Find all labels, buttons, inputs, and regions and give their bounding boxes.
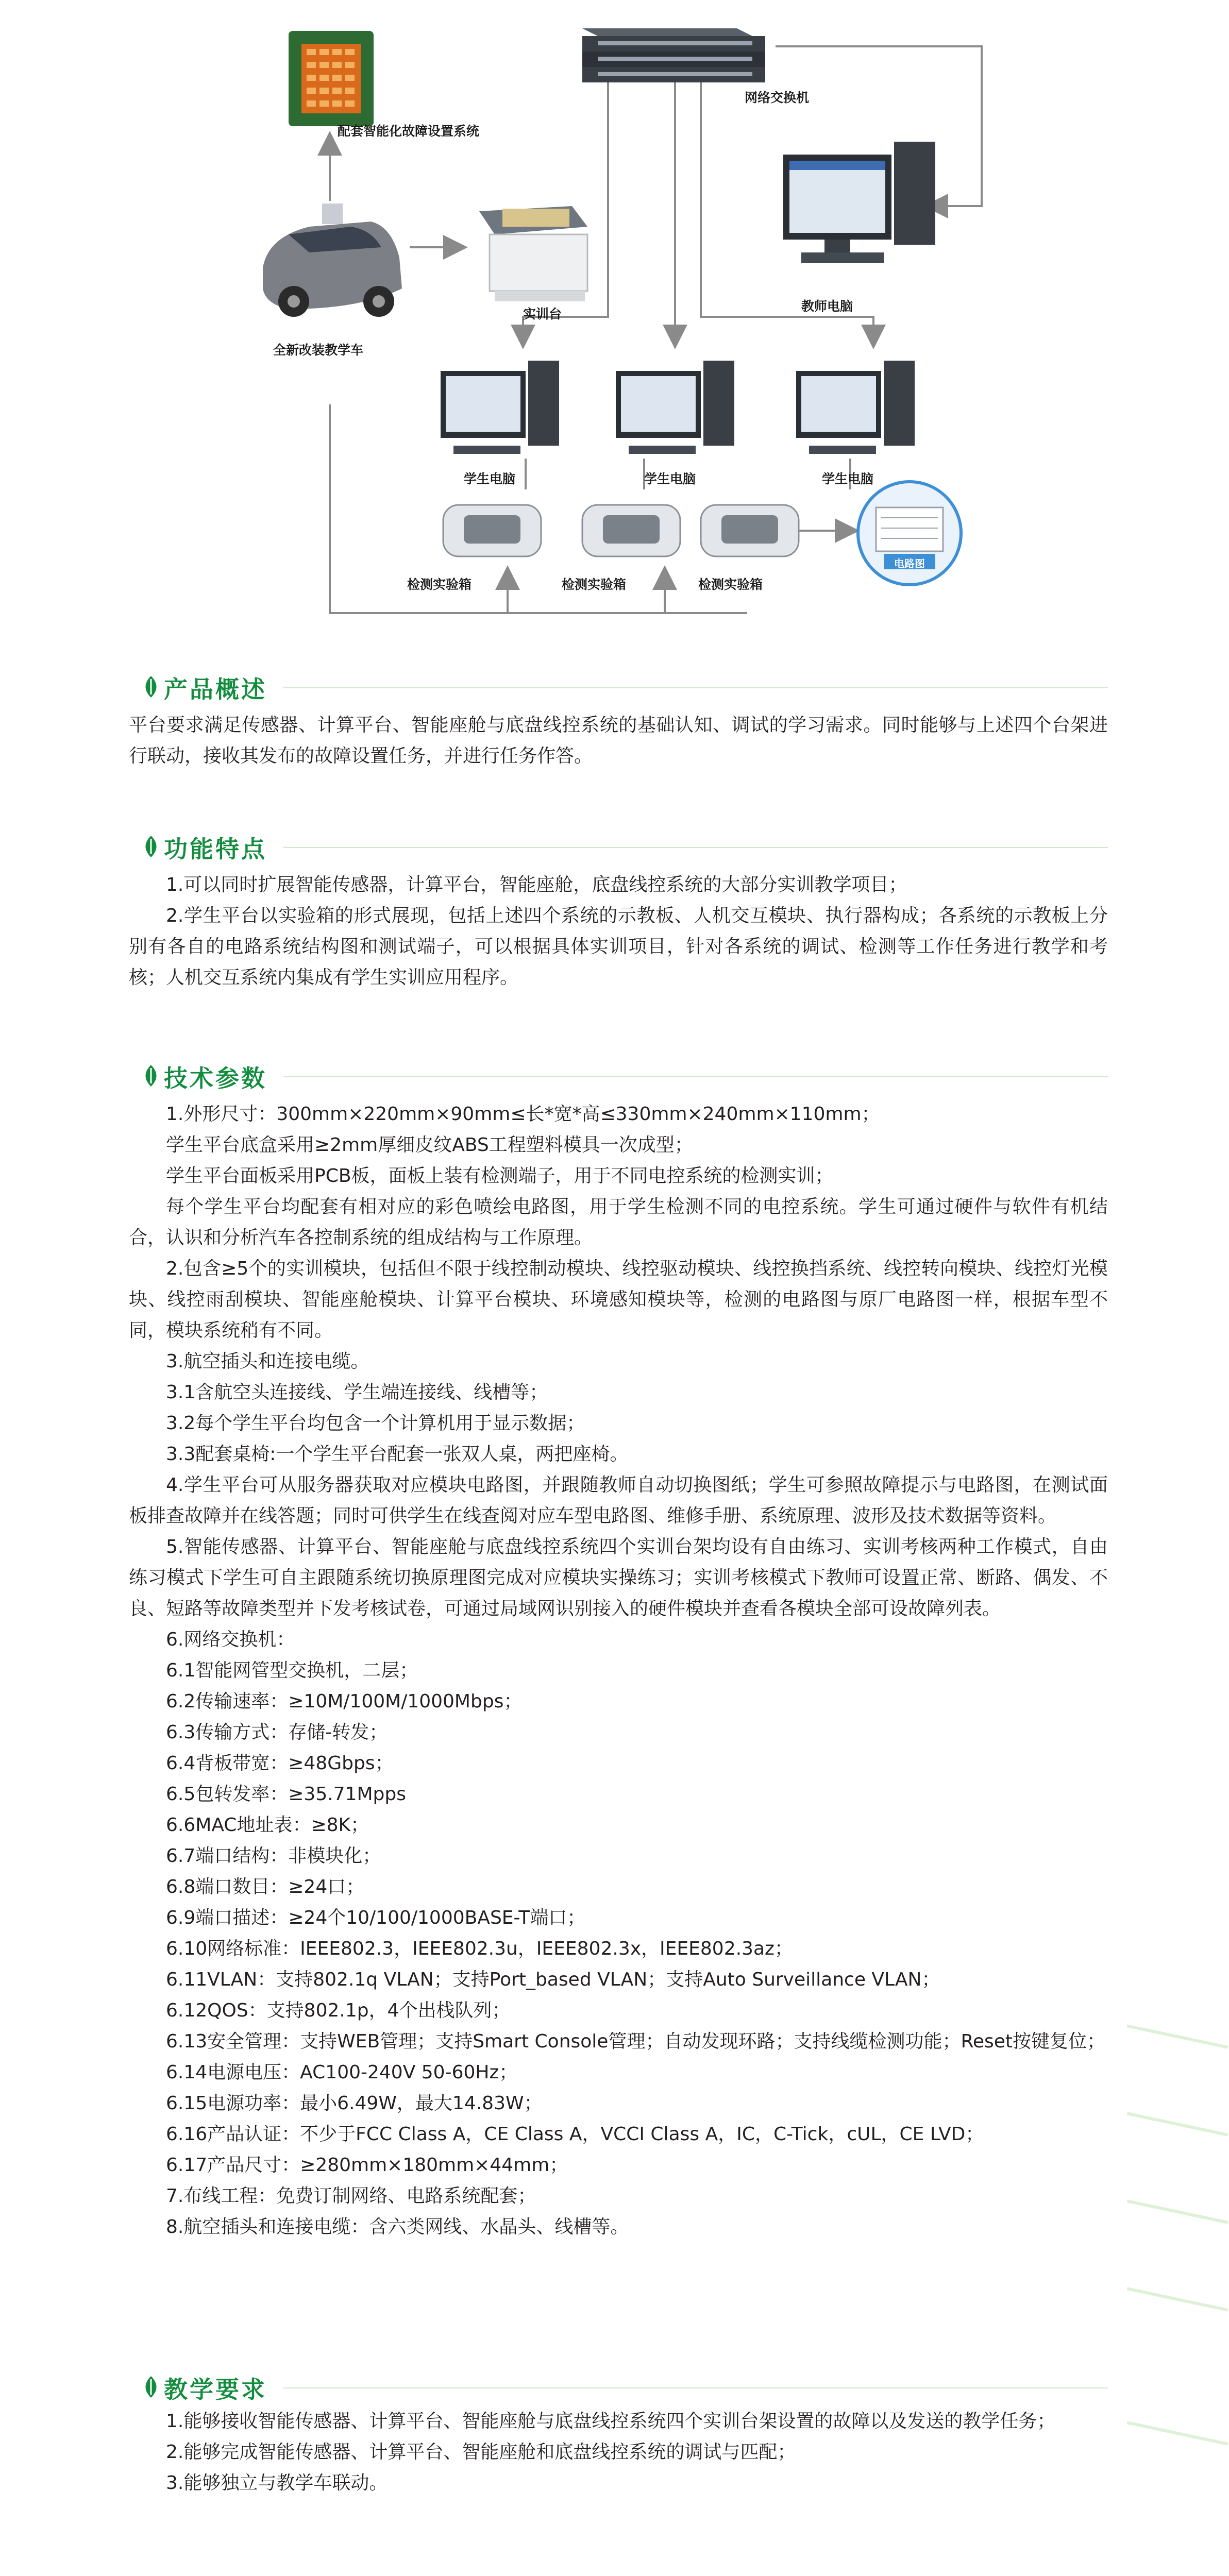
student-pc-label-1: 学生电脑 xyxy=(464,471,516,486)
section-divider xyxy=(283,1076,1108,1077)
training-desk-label: 实训台 xyxy=(523,307,562,321)
student-pc-label-2: 学生电脑 xyxy=(644,471,696,486)
fault-system-label: 配套智能化故障设置系统 xyxy=(338,124,480,139)
student-pc-image-3 xyxy=(796,361,915,454)
section-teaching xyxy=(129,2370,1108,2499)
spec-line: 7.布线工程：免费订制网络、电路系统配套； xyxy=(166,2185,536,2207)
section-header-teaching xyxy=(129,2370,1108,2406)
spec-line: 3.1含航空头连接线、学生端连接线、线槽等； xyxy=(166,1382,548,1403)
section-divider xyxy=(283,847,1108,848)
spec-line: 6.7端口结构：非模块化； xyxy=(166,1845,381,1867)
section-title: 功能特点 xyxy=(164,835,267,863)
student-pc-label-3: 学生电脑 xyxy=(822,471,874,486)
spec-line: 5.智能传感器、计算平台、智能座舱与底盘线控系统四个实训台架均设有自由练习、实训考核两种工作模式，自由练习模式下学生可自主跟随系统切换原理图完成对应模块实操练习；实训考核模式下教师可设置正常、断路、偶发、不良、短路等故障类型并下发考核试卷，可通过局域网识别接入的硬件模块并查看各模块全部可设故障列表。 xyxy=(129,1536,1108,1619)
spec-line: 每个学生平台均配套有相对应的彩色喷绘电路图，用于学生检测不同的电控系统。学生可通过硬件与软件有机结合，认识和分析汽车各控制系统的组成结构与工作原理。 xyxy=(129,1196,1108,1248)
spec-line: 1.外形尺寸：300mm×220mm×90mm≤长*宽*高≤330mm×240mm×110mm； xyxy=(166,1104,880,1125)
spec-line: 6.11VLAN：支持802.1q VLAN；支持Port_based VLAN；支持Auto Surveillance VLAN； xyxy=(166,1969,940,1990)
switch-label: 网络交换机 xyxy=(745,90,810,105)
leaf-icon xyxy=(139,675,163,699)
spec-line: 6.14电源电压：AC100-240V 50-60Hz； xyxy=(166,2062,518,2083)
circuit-diagram-label: 电路图 xyxy=(894,557,925,570)
teacher-pc-label: 教师电脑 xyxy=(801,299,853,314)
training-desk-image xyxy=(479,206,587,301)
section-features xyxy=(129,829,1108,993)
spec-line: 6.12QOS：支持802.1p，4个出栈队列； xyxy=(166,2000,511,2021)
student-pc-image-2 xyxy=(616,361,734,454)
spec-line: 6.13安全管理：支持WEB管理；支持Smart Console管理；自动发现环路；支持线缆检测功能；Reset按键复位； xyxy=(166,2031,1106,2052)
spec-line: 6.5包转发率：≥35.71Mpps xyxy=(166,1784,406,1805)
spec-line: 6.1智能网管型交换机，二层； xyxy=(166,1660,418,1681)
spec-line: 6.17产品尺寸：≥280mm×180mm×44mm； xyxy=(166,2155,568,2176)
spec-line: 6.6MAC地址表：≥8K； xyxy=(166,1815,369,1836)
section-specs xyxy=(129,1059,1108,2243)
network-switch-image xyxy=(582,28,765,82)
teacher-pc-image xyxy=(783,142,935,263)
features-item-1: 1.可以同时扩展智能传感器，计算平台，智能座舱，底盘线控系统的大部分实训教学项目； xyxy=(166,874,907,895)
decorative-streak xyxy=(1127,2199,1228,2224)
spec-line: 6.2传输速率：≥10M/100M/1000Mbps； xyxy=(166,1691,523,1712)
test-box-label-1: 检测实验箱 xyxy=(407,577,472,592)
section-header-specs xyxy=(129,1059,1108,1095)
section-title: 技术参数 xyxy=(164,1064,267,1092)
spec-line: 6.4背板带宽：≥48Gbps； xyxy=(166,1753,394,1774)
spec-line: 2.包含≥5个的实训模块，包括但不限于线控制动模块、线控驱动模块、线控换挡系统、线控转向模块、线控灯光模块、线控雨刮模块、智能座舱模块、计算平台模块、环境感知模块等，检测的电路图与原厂电路图一样，根据车型不同，模块系统稍有不同。 xyxy=(129,1258,1108,1341)
section-header-features xyxy=(129,829,1108,866)
spec-line: 学生平台底盒采用≥2mm厚细皮纹ABS工程塑料模具一次成型； xyxy=(166,1134,693,1156)
spec-line: 4.学生平台可从服务器获取对应模块电路图，并跟随教师自动切换图纸；学生可参照故障提示与电路图，在测试面板排查故障并在线答题；同时可供学生在线查阅对应车型电路图、维修手册、系统原理、波形及技术数据等资料。 xyxy=(129,1475,1108,1527)
test-box-label-2: 检测实验箱 xyxy=(562,577,627,592)
decorative-streak xyxy=(1127,2421,1228,2445)
section-overview xyxy=(129,670,1108,772)
fault-system-board xyxy=(289,31,374,126)
spec-line: 6.网络交换机： xyxy=(166,1629,295,1650)
section-divider xyxy=(283,2387,1108,2388)
spec-line: 6.9端口描述：≥24个10/100/1000BASE-T端口； xyxy=(166,1907,586,1928)
diagram-lines xyxy=(0,0,1229,654)
spec-line: 3.航空插头和连接电缆。 xyxy=(166,1351,369,1372)
test-box-image-3 xyxy=(701,505,799,556)
spec-line: 6.16产品认证：不少于FCC Class A，CE Class A，VCCI Class A，IC，C-Tick，cUL，CE LVD； xyxy=(166,2124,984,2145)
features-item-2: 2.学生平台以实验箱的形式展现，包括上述四个系统的示教板、人机交互模块、执行器构成；各系统的示教板上分别有各自的电路系统结构图和测试端子，可以根据具体实训项目，针对各系统的调试、检测等工作任务进行教学和考核；人机交互系统内集成有学生实训应用程序。 xyxy=(129,905,1108,988)
spec-line: 6.8端口数目：≥24口； xyxy=(166,1876,365,1897)
spec-line: 8.航空插头和连接电缆：含六类网线、水晶头、线槽等。 xyxy=(166,2216,629,2238)
spec-line: 3.3配套桌椅:一个学生平台配套一张双人桌，两把座椅。 xyxy=(166,1444,629,1465)
spec-line: 学生平台面板采用PCB板，面板上装有检测端子，用于不同电控系统的检测实训； xyxy=(166,1165,834,1187)
section-title: 教学要求 xyxy=(164,2376,267,2403)
spec-line: 6.3传输方式：存储-转发； xyxy=(166,1722,388,1743)
car-label: 全新改装教学车 xyxy=(273,343,364,358)
leaf-icon xyxy=(139,2375,163,2399)
section-divider xyxy=(283,687,1108,688)
teaching-item-3: 3.能够独立与教学车联动。 xyxy=(166,2472,388,2494)
spec-line: 6.10网络标准：IEEE802.3，IEEE802.3u，IEEE802.3x，IEEE802.3az； xyxy=(166,1938,793,1959)
spec-line: 6.15电源功率：最小6.49W，最大14.83W； xyxy=(166,2093,543,2114)
section-header-overview xyxy=(129,670,1108,706)
leaf-icon xyxy=(139,1064,163,1088)
teaching-item-1: 1.能够接收智能传感器、计算平台、智能座舱与底盘线控系统四个实训台架设置的故障以及发送的教学任务； xyxy=(166,2411,1056,2432)
decorative-streak xyxy=(1127,2112,1228,2136)
decorative-streak xyxy=(1127,2287,1228,2311)
student-pc-image-1 xyxy=(441,361,559,454)
test-box-image-1 xyxy=(443,505,541,556)
section-title: 产品概述 xyxy=(164,675,267,703)
overview-text: 平台要求满足传感器、计算平台、智能座舱与底盘线控系统的基础认知、调试的学习需求。同时能够与上述四个台架进行联动，接收其发布的故障设置任务，并进行任务作答。 xyxy=(129,715,1108,767)
test-box-label-3: 检测实验箱 xyxy=(698,577,763,592)
decorative-streak xyxy=(1127,2024,1228,2048)
teaching-item-2: 2.能够完成智能传感器、计算平台、智能座舱和底盘线控系统的调试与匹配； xyxy=(166,2442,796,2463)
system-topology-diagram xyxy=(0,0,1229,654)
teaching-car-image xyxy=(263,204,402,317)
leaf-icon xyxy=(139,835,163,858)
spec-line: 3.2每个学生平台均包含一个计算机用于显示数据； xyxy=(166,1413,585,1434)
test-box-image-2 xyxy=(582,505,680,556)
